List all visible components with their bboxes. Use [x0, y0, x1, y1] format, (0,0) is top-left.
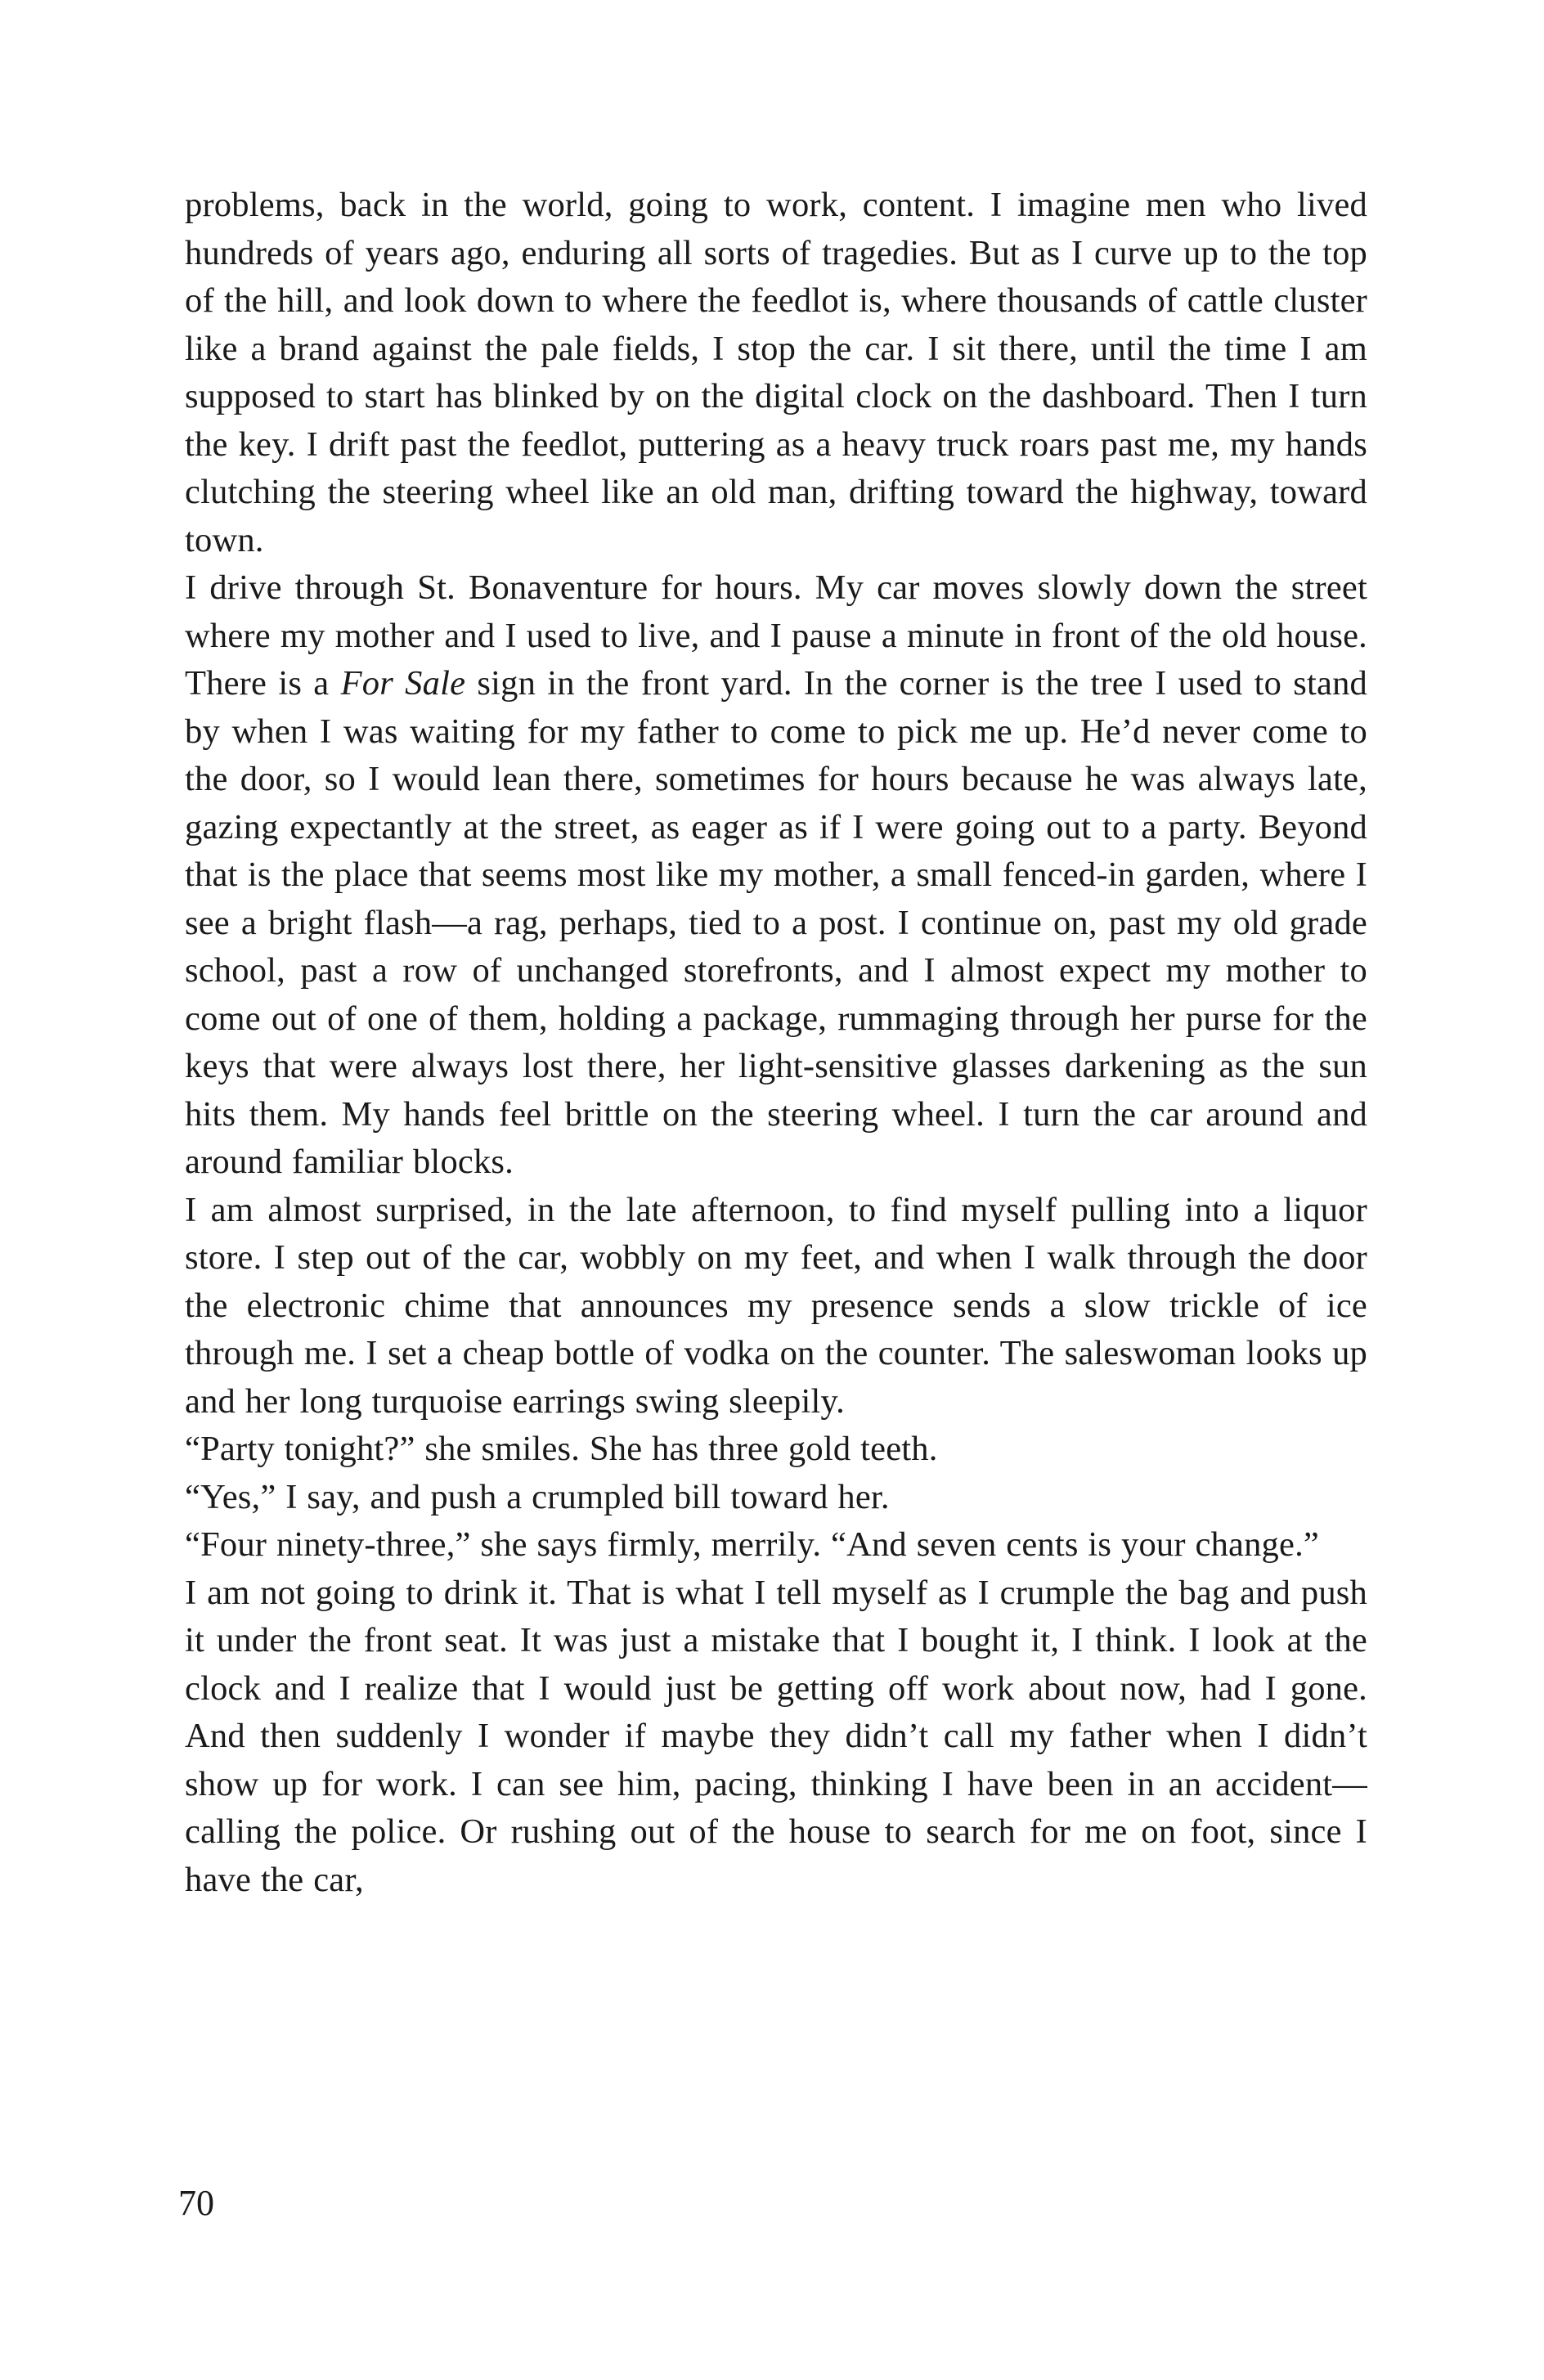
paragraph-1: problems, back in the world, going to work, content. I imagine men who lived hundreds of years ago, enduring all sorts of tragedies. But as I curve up to the top of the hill, and look down to where the feedlot is, where thousands of cattle cluster like a brand against the pale fields, I stop the car. I sit there, until the time I am supposed to start has blinked by on the digital clock on the dashboard. Then I turn the key. I drift past the feedlot, puttering as a heavy truck roars past me, my hands clutching the steering wheel like an old man, drifting toward the highway, toward town. — [185, 186, 1367, 559]
paragraph-2 — [185, 564, 1367, 1187]
paragraph-2-text-after: sign in the front yard. In the corner is the tree I used to stand by when I was waiting for my father to come to pick me up. He’d never come to the door, so I would lean there, sometimes for hours because he was always late, gazing expectantly at the street, as eager as if I were going out to a party. Beyond that is the place that seems most like my mother, a small fenced-in garden, where I see a bright flash—a rag, perhaps, tied to a post. I continue on, past my old grade school, past a row of unchanged storefronts, and I almost expect my mother to come out of one of them, holding a package, rummaging through her purse for the keys that were always lost there, her light-sensitive glasses darkening as the sun hits them. My hands feel brittle on the steering wheel. I turn the car around and around familiar blocks. — [185, 664, 1367, 1181]
page-number: 70 — [178, 2183, 214, 2223]
paragraph-4: “Party tonight?” she smiles. She has three gold teeth. — [185, 1430, 938, 1468]
paragraph-6: “Four ninety-three,” she says firmly, merrily. “And seven cents is your change.” — [185, 1525, 1319, 1564]
paragraph-7: I am not going to drink it. That is what I tell myself as I crumple the bag and push it under the front seat. It was just a mistake that I bought it, I think. I look at the clock and I realize that I would just be getting off work about now, had I gone. And then suddenly I wonder if maybe they didn’t call my father when I didn’t show up for work. I can see him, pacing, thinking I have been in an accident—calling the police. Or rushing out of the house to search for me on foot, since I have the car, — [185, 1573, 1367, 1899]
for-sale-italic: For Sale — [340, 664, 466, 703]
paragraph-3: I am almost surprised, in the late afternoon, to find myself pulling into a liquor store. I step out of the car, wobbly on my feet, and when I walk through the door the electronic chime that announces my presence sends a slow trickle of ice through me. I set a cheap bottle of vodka on the counter. The saleswoman looks up and her long turquoise earrings swing sleepily. — [185, 1190, 1367, 1421]
paragraph-2-text-before: I drive through St. Bonaventure for hours. My car moves slowly down the street where my mother and I used to live, and I pause a minute in front of the old house. There is a — [185, 568, 1367, 703]
paragraph-5: “Yes,” I say, and push a crumpled bill toward her. — [185, 1477, 890, 1516]
body-text — [185, 182, 1367, 1904]
